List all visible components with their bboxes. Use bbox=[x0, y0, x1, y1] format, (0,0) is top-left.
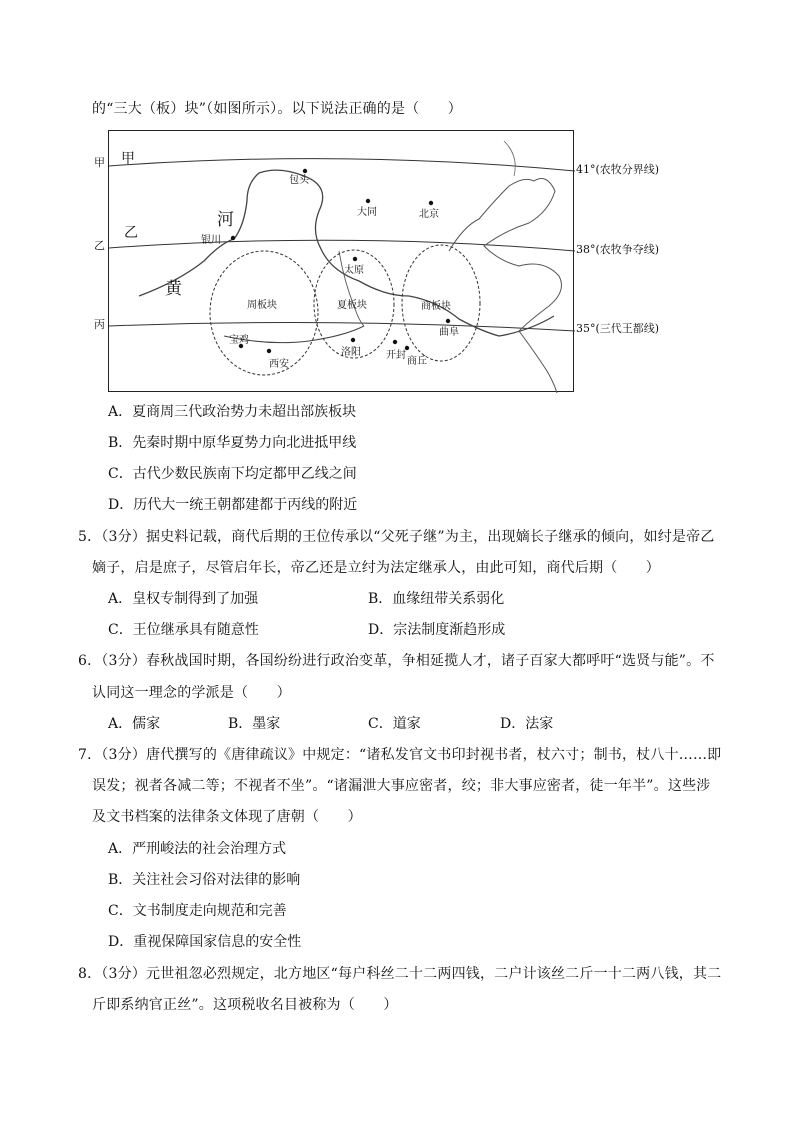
map-drawing bbox=[109, 131, 575, 393]
kaifeng-dot bbox=[393, 340, 397, 344]
taiyuan-dot bbox=[353, 257, 357, 261]
question-4-stem-tail: 的“三大（板）块”（如图所示）。以下说法正确的是（ ） bbox=[92, 101, 462, 117]
q7-option-b: B．关注社会习俗对法律的影响 bbox=[108, 872, 301, 888]
q6-option-c: C．道家 bbox=[368, 716, 421, 732]
map-left-label-bing: 丙 bbox=[94, 318, 105, 331]
q4-option-a: A．夏商周三代政治势力未超出部族板块 bbox=[108, 404, 357, 420]
q7-stem-line-3: 及文书档案的法律条文体现了唐朝（ ） bbox=[92, 809, 362, 825]
yinchuan-dot bbox=[231, 236, 235, 240]
luoyang-dot bbox=[351, 338, 355, 342]
q6-stem-line-1: 6．（3分）春秋战国时期，各国纷纷进行政治变革，争相延揽人才，诸子百家大都呼吁“选贤与能”。不 bbox=[78, 653, 715, 669]
q7-option-c: C．文书制度走向规范和完善 bbox=[108, 903, 287, 919]
city-label-baoji: 宝鸡 bbox=[229, 335, 249, 346]
block-label-xia: 夏板块 bbox=[337, 300, 367, 311]
block-label-shang: 商板块 bbox=[421, 301, 451, 312]
region-label-yi: 乙 bbox=[124, 225, 138, 241]
q7-option-a: A．严刑峻法的社会治理方式 bbox=[108, 841, 287, 857]
city-label-yinchuan: 银川 bbox=[201, 235, 221, 246]
region-label-huang: 黄 bbox=[165, 279, 182, 299]
city-label-datong: 大同 bbox=[357, 207, 377, 218]
q5-stem-line-1: 5．（3分）据史料记载，商代后期的王位传承以“父死子继”为主，出现嫡长子继承的倾向，如纣是帝乙 bbox=[78, 529, 715, 545]
beijing-dot bbox=[429, 201, 433, 205]
q6-option-b: B．墨家 bbox=[228, 716, 281, 732]
q6-option-a: A．儒家 bbox=[108, 716, 161, 732]
latitude-line-41 bbox=[109, 159, 575, 171]
q8-stem-line-2: 斤即系纳官正丝”。这项税收名目被称为（ ） bbox=[92, 997, 398, 1013]
block-label-zhou: 周板块 bbox=[247, 300, 277, 311]
historical-map bbox=[108, 130, 574, 392]
north-river bbox=[504, 141, 515, 176]
datong-dot bbox=[366, 199, 370, 203]
map-left-label-yi: 乙 bbox=[94, 239, 105, 252]
q7-stem-line-1: 7．（3分）唐代撰写的《唐律疏议》中规定：“诸私发官文书印封视书者，杖六寸；制书，杖八十……即 bbox=[78, 747, 722, 763]
xian-dot bbox=[267, 349, 271, 353]
map-right-label-38: 38°(农牧争夺线) bbox=[576, 243, 660, 256]
region-label-he: 河 bbox=[217, 210, 234, 230]
q5-option-d: D．宗法制度渐趋形成 bbox=[368, 622, 506, 638]
q8-stem-line-1: 8．（3分）元世祖忽必烈规定，北方地区“每户科丝二十二两四钱，二户计该丝二斤一十二两八钱，其二 bbox=[78, 966, 722, 982]
baotou-dot bbox=[303, 169, 307, 173]
q6-stem-line-2: 认同这一理念的学派是（ ） bbox=[92, 685, 291, 701]
latitude-line-38 bbox=[109, 240, 575, 251]
q5-option-c: C．王位继承具有随意性 bbox=[108, 622, 259, 638]
region-label-jia: 甲 bbox=[121, 151, 135, 167]
q5-option-a: A．皇权专制得到了加强 bbox=[108, 591, 259, 607]
city-label-kaifeng: 开封 bbox=[386, 350, 406, 361]
map-left-label-jia: 甲 bbox=[94, 156, 105, 169]
q6-option-d: D．法家 bbox=[500, 716, 554, 732]
q7-stem-line-2: 误发；视者各减二等；不视者不坐”。“诸漏泄大事应密者，绞；非大事应密者，徒一年半”。这些涉 bbox=[92, 778, 711, 794]
coastline bbox=[449, 179, 561, 393]
zhou-block-outline bbox=[210, 251, 318, 375]
city-label-xian: 西安 bbox=[269, 359, 289, 370]
city-label-taiyuan: 太原 bbox=[344, 265, 364, 276]
latitude-line-35 bbox=[109, 322, 575, 331]
q4-option-d: D．历代大一统王朝都建都于丙线的附近 bbox=[108, 497, 358, 513]
q4-option-c: C．古代少数民族南下均定都甲乙线之间 bbox=[108, 466, 357, 482]
city-label-qufu: 曲阜 bbox=[439, 327, 459, 338]
city-label-beijing: 北京 bbox=[419, 209, 439, 220]
q4-option-b: B．先秦时期中原华夏势力向北进抵甲线 bbox=[108, 435, 357, 451]
q5-stem-line-2: 嫡子，启是庶子，尽管启年长，帝乙还是立纣为法定继承人，由此可知，商代后期（ ） bbox=[92, 560, 660, 576]
city-label-shangqiu: 商丘 bbox=[407, 356, 427, 367]
q7-option-d: D．重视保障国家信息的安全性 bbox=[108, 934, 302, 950]
city-label-luoyang: 洛阳 bbox=[341, 347, 361, 358]
q5-option-b: B．血缘纽带关系弱化 bbox=[368, 591, 505, 607]
fen-river bbox=[339, 251, 364, 326]
map-right-label-41: 41°(农牧分界线) bbox=[576, 163, 660, 176]
city-label-baotou: 包头 bbox=[289, 175, 309, 186]
map-right-label-35: 35°(三代王都线) bbox=[576, 322, 660, 335]
qufu-dot bbox=[446, 319, 450, 323]
